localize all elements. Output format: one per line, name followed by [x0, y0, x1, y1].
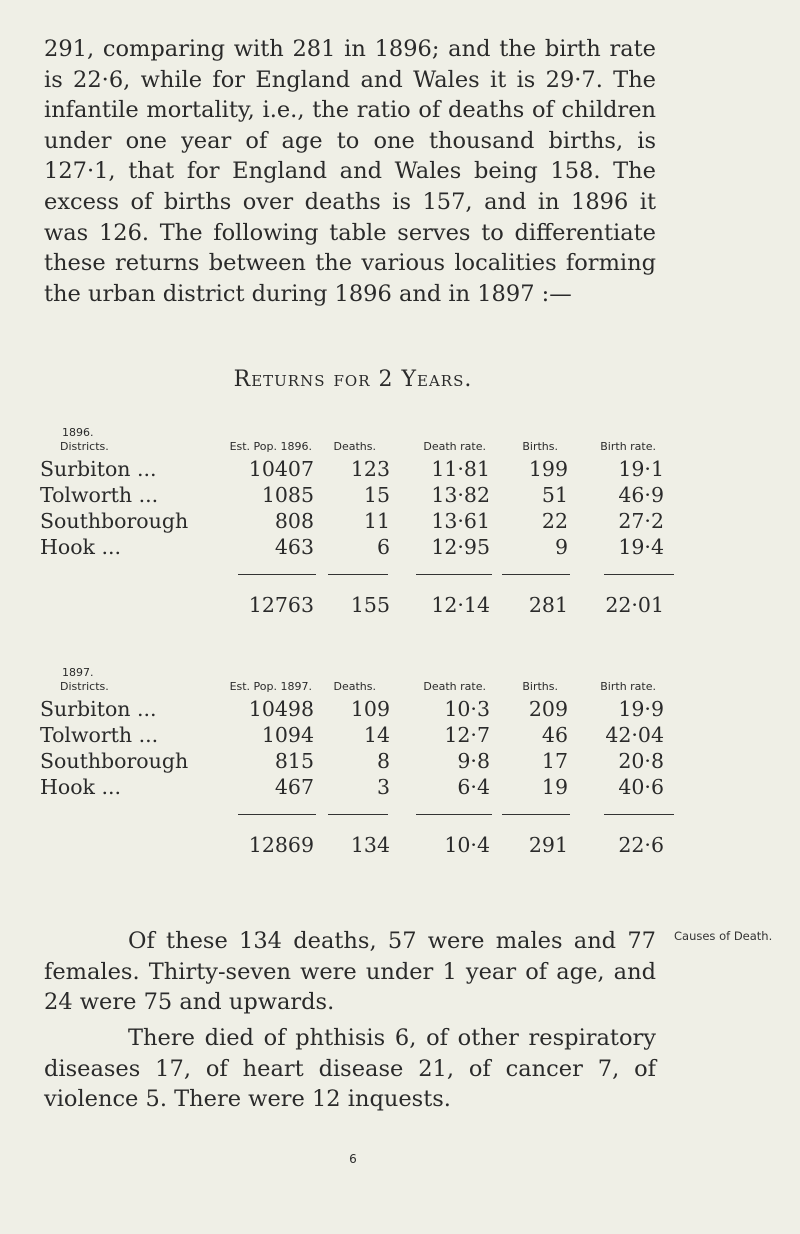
table-year-label: 1896. [62, 426, 94, 439]
cell-births: 209 [528, 697, 568, 721]
total-rules [40, 800, 680, 830]
cell-birth-rate: 40·6 [618, 775, 664, 799]
cell-district: Hook ... [40, 775, 122, 799]
cell-birth-rate: 27·2 [618, 509, 664, 533]
cell-births: 19 [541, 775, 568, 799]
table-row [40, 508, 680, 534]
rule-line [604, 574, 674, 575]
col-deaths: Deaths. [333, 680, 376, 693]
table-row [40, 696, 680, 722]
table-total-row [40, 830, 680, 860]
cell-deaths: 6 [376, 535, 390, 559]
total-pop: 12869 [248, 833, 314, 857]
cell-births: 46 [541, 723, 568, 747]
cell-deaths: 11 [363, 509, 390, 533]
cell-deaths: 15 [363, 483, 390, 507]
total-birth-rate: 22·01 [605, 593, 664, 617]
cell-birth-rate: 46·9 [618, 483, 664, 507]
cell-death-rate: 13·82 [431, 483, 490, 507]
table-header-row [40, 680, 680, 696]
cell-births: 17 [541, 749, 568, 773]
rule-line [328, 814, 388, 815]
table-row [40, 482, 680, 508]
rule-line [416, 814, 492, 815]
cell-births: 51 [541, 483, 568, 507]
col-birth-rate: Birth rate. [600, 680, 656, 693]
cell-birth-rate: 42·04 [605, 723, 664, 747]
total-birth-rate: 22·6 [618, 833, 664, 857]
col-districts: Districts. [60, 680, 109, 693]
table-row [40, 774, 680, 800]
cell-pop: 463 [274, 535, 314, 559]
cell-birth-rate: 20·8 [618, 749, 664, 773]
cell-deaths: 3 [376, 775, 390, 799]
col-est-pop: Est. Pop. 1896. [229, 440, 312, 453]
table-year-label: 1897. [62, 666, 94, 679]
cell-death-rate: 12·7 [444, 723, 490, 747]
table-row [40, 722, 680, 748]
cell-birth-rate: 19·1 [618, 457, 664, 481]
cell-deaths: 8 [376, 749, 390, 773]
col-births: Births. [522, 680, 558, 693]
table-heading: Returns for 2 Years. [233, 367, 473, 392]
cell-pop: 1085 [261, 483, 314, 507]
cell-pop: 808 [274, 509, 314, 533]
causes-paragraph: Of these 134 deaths, 57 were males and 77 females. Thirty-seven were under 1 year of age, and 24 were 75 and upwards. [44, 928, 656, 1016]
cell-deaths: 123 [350, 457, 390, 481]
cell-district: Southborough [40, 749, 189, 773]
cell-death-rate: 13·61 [431, 509, 490, 533]
col-births: Births. [522, 440, 558, 453]
cell-pop: 10407 [248, 457, 314, 481]
cell-district: Surbiton ... [40, 697, 157, 721]
total-death-rate: 12·14 [431, 593, 490, 617]
total-deaths: 155 [350, 593, 390, 617]
table-row [40, 748, 680, 774]
total-pop: 12763 [248, 593, 314, 617]
cell-district: Surbiton ... [40, 457, 157, 481]
intro-paragraph: 291, comparing with 281 in 1896; and the birth rate is 22·6, while for England and Wales it is 29·7. The infantile mortality, i.e., the ratio of deaths of children under one year of age to one thousand births, is 127·1, that for England and Wales being 158. The excess of births over deaths is 157, and in 1896 it was 126. The following table serves to differentiate these returns between the various localities forming the urban district during 1896 and in 1897 :— [44, 36, 656, 307]
cell-death-rate: 11·81 [431, 457, 490, 481]
cell-deaths: 14 [363, 723, 390, 747]
cell-district: Tolworth ... [40, 723, 159, 747]
rule-line [416, 574, 492, 575]
total-births: 291 [528, 833, 568, 857]
col-districts: Districts. [60, 440, 109, 453]
cell-death-rate: 6·4 [457, 775, 490, 799]
cell-pop: 1094 [261, 723, 314, 747]
total-rules [40, 560, 680, 590]
cell-births: 199 [528, 457, 568, 481]
cell-death-rate: 10·3 [444, 697, 490, 721]
cell-pop: 10498 [248, 697, 314, 721]
rule-line [238, 814, 316, 815]
cell-pop: 467 [274, 775, 314, 799]
diseases-paragraph: There died of phthisis 6, of other respiratory diseases 17, of heart disease 21, of cancer 7, of violence 5. There were 12 inquests. [44, 1025, 656, 1113]
rule-line [502, 814, 570, 815]
cell-district: Tolworth ... [40, 483, 159, 507]
rule-line [328, 574, 388, 575]
col-est-pop: Est. Pop. 1897. [229, 680, 312, 693]
table-header-row [40, 440, 680, 456]
cell-birth-rate: 19·9 [618, 697, 664, 721]
col-death-rate: Death rate. [423, 680, 486, 693]
col-death-rate: Death rate. [423, 440, 486, 453]
cell-births: 9 [554, 535, 568, 559]
rule-line [238, 574, 316, 575]
cell-death-rate: 12·95 [431, 535, 490, 559]
cell-district: Southborough [40, 509, 189, 533]
total-births: 281 [528, 593, 568, 617]
rule-line [502, 574, 570, 575]
page-number: 6 [349, 1152, 357, 1166]
cell-pop: 815 [274, 749, 314, 773]
total-death-rate: 10·4 [444, 833, 490, 857]
cell-district: Hook ... [40, 535, 122, 559]
table-row [40, 456, 680, 482]
table-total-row [40, 590, 680, 620]
cell-death-rate: 9·8 [457, 749, 490, 773]
col-birth-rate: Birth rate. [600, 440, 656, 453]
col-deaths: Deaths. [333, 440, 376, 453]
cell-birth-rate: 19·4 [618, 535, 664, 559]
returns-table-1897 [40, 666, 680, 860]
cell-births: 22 [541, 509, 568, 533]
causes-margin-note: Causes of Death. [674, 929, 773, 943]
rule-line [604, 814, 674, 815]
total-deaths: 134 [350, 833, 390, 857]
cell-deaths: 109 [350, 697, 390, 721]
table-row [40, 534, 680, 560]
returns-table-1896 [40, 426, 680, 620]
